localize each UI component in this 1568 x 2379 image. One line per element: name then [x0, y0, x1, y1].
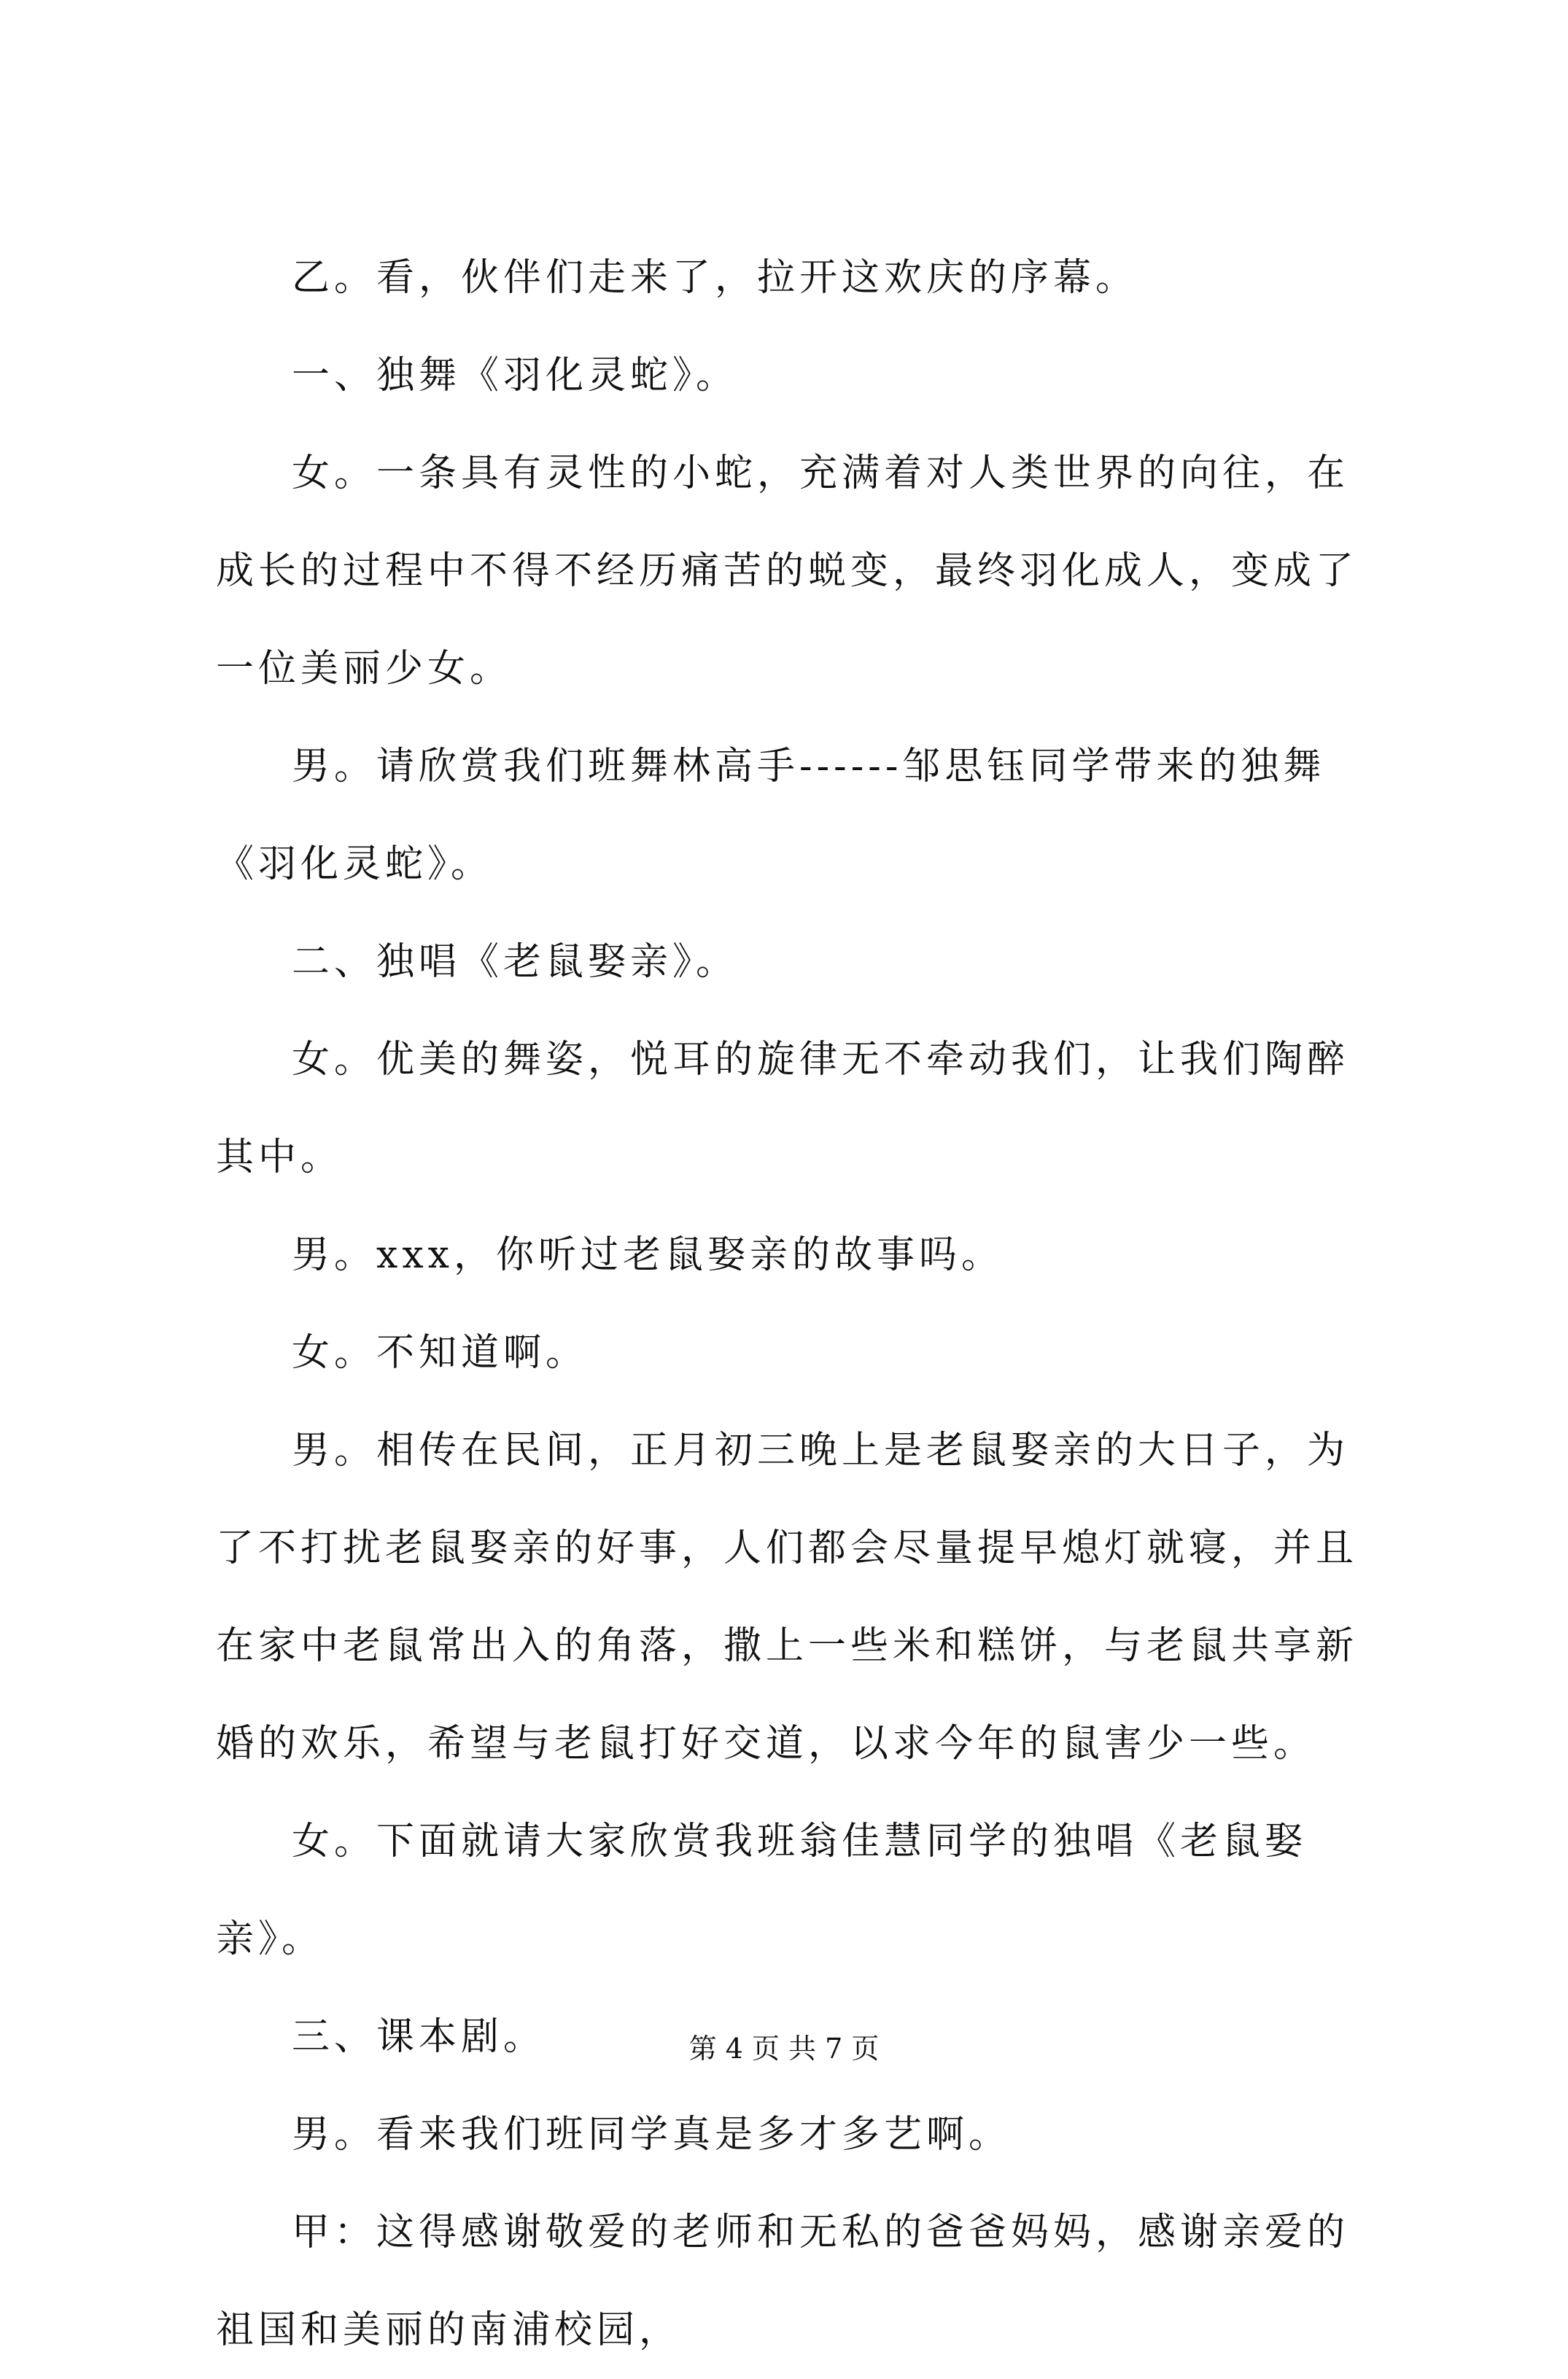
paragraph: 女。优美的舞姿，悦耳的旋律无不牵动我们，让我们陶醉其中。: [216, 1038, 1350, 1179]
page-footer: [0, 2026, 1568, 2066]
paragraph: 男。看来我们班同学真是多才多艺啊。: [292, 2113, 1012, 2157]
section-heading: 二、独唱《老鼠娶亲》。: [292, 940, 739, 984]
paragraph: 女。下面就请大家欣赏我班翁佳慧同学的独唱《老鼠娶亲》。: [216, 1820, 1308, 1961]
paragraph: 乙。看，伙伴们走来了，拉开这欢庆的序幕。: [292, 256, 1138, 300]
section-heading: 一、独舞《羽化灵蛇》。: [292, 354, 739, 397]
paragraph: 甲：这得感谢敬爱的老师和无私的爸爸妈妈，感谢亲爱的祖国和美丽的南浦校园，: [216, 2211, 1350, 2352]
paragraph: 女。不知道啊。: [292, 1331, 589, 1375]
paragraph: 男。相传在民间，正月初三晚上是老鼠娶亲的大日子，为了不打扰老鼠娶亲的好事，人们都会尽量提早熄灯就寝，并且在家中老鼠常出入的角落，撒上一些米和糕饼，与老鼠共享新婚的欢乐，希望与老鼠打好交道，以求今年的鼠害少一些。: [216, 1429, 1359, 1766]
paragraph: 男。xxx，你听过老鼠娶亲的故事吗。: [292, 1233, 1004, 1277]
paragraph: 男。请欣赏我们班舞林高手------邹思钰同学带来的独舞《羽化灵蛇》。: [216, 745, 1326, 886]
page-number: 第 4 页 共 7 页: [688, 2033, 880, 2065]
section-heading: 三、课本剧。: [292, 2015, 546, 2059]
paragraph: 女。一条具有灵性的小蛇，充满着对人类世界的向往，在成长的过程中不得不经历痛苦的蜕变，最终羽化成人，变成了一位美丽少女。: [216, 451, 1359, 691]
